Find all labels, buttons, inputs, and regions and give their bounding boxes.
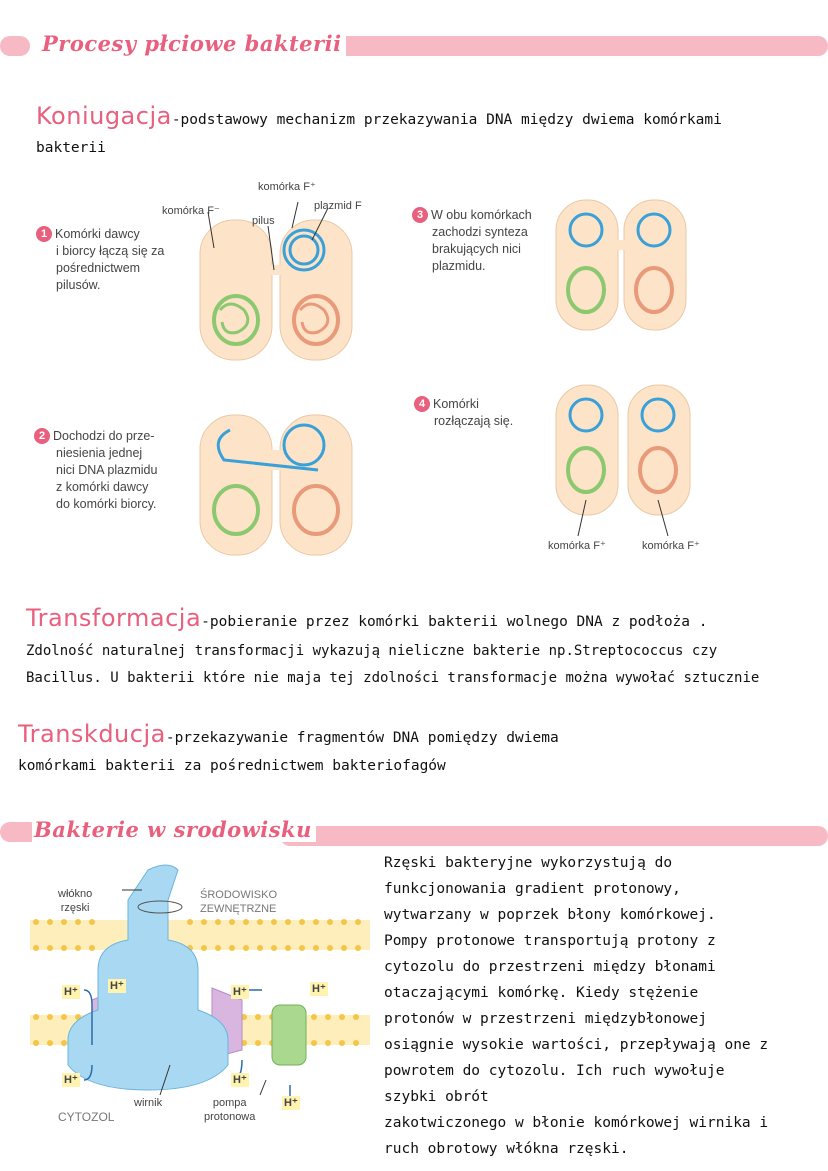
label-filament: włókno rzęski [58,888,93,914]
panel4-cells [556,385,690,536]
side-line: protonów w przestrzeni międzybłonowej [384,1011,708,1027]
side-line: funkcjonowania gradient protonowy, [384,881,681,897]
label-result-right: komórka F⁺ [642,540,700,552]
label-h-2: H⁺ [110,980,124,992]
step3-caption [412,207,552,275]
proton-pump [272,1005,306,1065]
step2-number: 2 [34,428,50,444]
step2-line5: do komórki biorcy. [56,497,157,511]
step4-number: 4 [414,396,430,412]
step1-line1: Komórki dawcy [55,227,140,241]
side-line: cytozolu do przestrzeni między błonami [384,959,716,975]
step1-line3: pośrednictwem [56,261,141,275]
step2-line4: z komórki dawcy [56,480,149,494]
label-h-5: H⁺ [64,1074,78,1086]
side-line: powrotem do cytozolu. Ich ruch wywołuje [384,1063,725,1079]
side-line: wytwarzany w poprzek błony komórkowej. [384,907,716,923]
section1-title: Procesy płciowe bakterii [40,31,346,56]
step3-number: 3 [412,207,428,223]
step4-caption [414,396,554,430]
step4-line2: rozłączają się. [434,414,514,428]
section2-title: Bakterie w srodowisku [32,817,316,842]
step2-caption [34,428,194,513]
label-outside: ŚRODOWISKO ZEWNĘTRZNE [200,889,278,915]
label-plasmid: plazmid F [314,200,362,212]
koniugacja-paragraph [36,102,816,134]
label-rotor: wirnik [134,1097,163,1109]
section1-banner-left [0,36,30,56]
label-h-7: H⁺ [284,1097,298,1109]
transformacja-line2: Zdolność naturalnej transformacji wykazują nieliczne bakterie np.Streptococcus czy [26,643,718,659]
step1-line4: pilusów. [56,278,101,292]
side-line: otaczającymi komórkę. Kiedy stężenie [384,985,699,1001]
transformacja-definition: -pobieranie przez komórki bakterii wolnego DNA z podłoża . [201,614,708,630]
koniugacja-definition: -podstawowy mechanizm przekazywania DNA między dwiema komórkami [171,112,722,128]
step1-caption [36,226,196,294]
transformacja-term: Transformacja [26,604,202,632]
step4-line1: Komórki [433,397,479,411]
label-h-3: H⁺ [233,986,247,998]
panel3-cells [556,200,686,330]
transdukcja-definition: -przekazywanie fragmentów DNA pomiędzy dwiema [165,730,559,746]
label-pump: pompa protonowa [204,1097,256,1123]
koniugacja-term: Koniugacja [36,102,172,130]
step3-line4: plazmidu. [432,259,486,273]
section2-banner-right [280,826,828,846]
label-result-left: komórka F⁺ [548,540,606,552]
label-pilus: pilus [252,215,275,227]
transdukcja-paragraph [18,720,808,752]
step1-number: 1 [36,226,52,242]
section1-banner-right [300,36,828,56]
label-h-4: H⁺ [312,983,326,995]
step2-line1: Dochodzi do prze- [53,429,155,443]
label-cell-minus: komórka F⁻ [162,205,220,217]
step3-line1: W obu komórkach [431,208,532,222]
side-line: szybki obrót [384,1089,489,1105]
side-line: zakotwiczonego w błonie komórkowej wirnika i [384,1115,769,1131]
step1-line2: i biorcy łączą się za [56,244,165,258]
transformacja-paragraph [26,604,816,636]
side-line: Rzęski bakteryjne wykorzystują do [384,855,673,871]
panel1-cells [200,202,352,360]
transdukcja-term: Transkducja [18,720,166,748]
transformacja-line3: Bacillus. U bakterii które nie maja tej zdolności transformacje można wywołać sztucznie [26,670,760,686]
step3-line3: brakujących nici [432,242,521,256]
label-cell-plus: komórka F⁺ [258,181,316,193]
transdukcja-line2: komórkami bakterii za pośrednictwem bakteriofagów [18,758,446,774]
membrane-outer [30,919,370,951]
side-line: Pompy protonowe transportują protony z [384,933,716,949]
side-line: osiągnie wysokie wartości, przepływają one z [384,1037,769,1053]
label-cytosol: CYTOZOL [58,1110,115,1124]
flagellum-description [384,850,824,1162]
step3-line2: zachodzi synteza [432,225,528,239]
label-h-6: H⁺ [233,1074,247,1086]
panel2-cells [200,415,352,555]
koniugacja-definition-cont: bakterii [36,140,106,156]
step2-line3: nici DNA plazmidu [56,463,158,477]
side-line: ruch obrotowy włókna rzęski. [384,1141,629,1157]
label-h-1: H⁺ [64,986,78,998]
step2-line2: niesienia jednej [56,446,143,460]
